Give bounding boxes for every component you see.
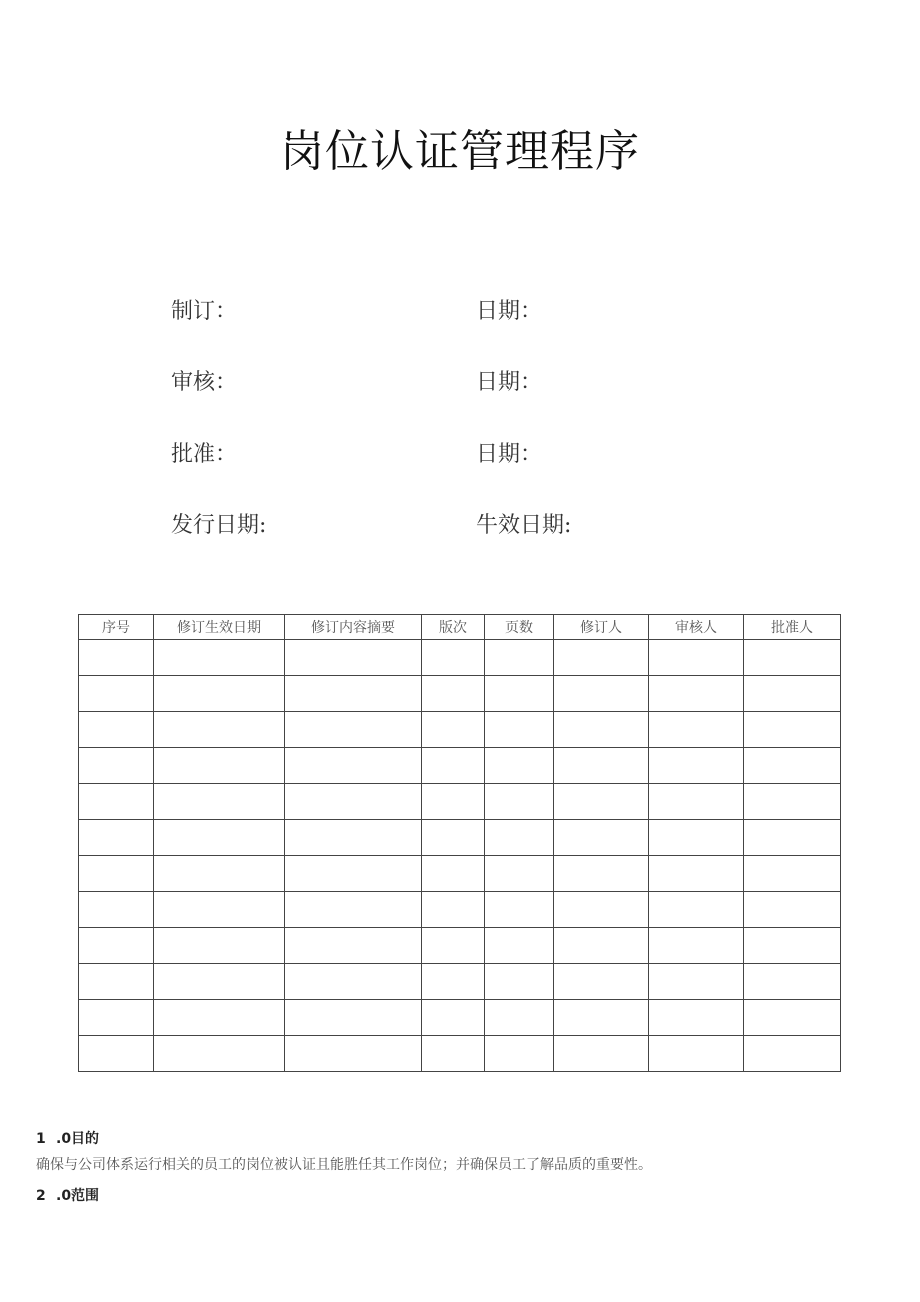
table-cell — [285, 1000, 422, 1036]
table-cell — [485, 784, 554, 820]
table-row — [79, 640, 841, 676]
table-row — [79, 1036, 841, 1072]
table-cell — [154, 856, 285, 892]
header-reviser: 修订人 — [554, 615, 649, 640]
table-cell — [285, 712, 422, 748]
table-cell — [744, 892, 841, 928]
table-cell — [154, 640, 285, 676]
table-cell — [485, 1036, 554, 1072]
table-cell — [422, 640, 485, 676]
header-revision-summary: 修订内容摘要 — [285, 615, 422, 640]
table-cell — [79, 892, 154, 928]
table-cell — [744, 820, 841, 856]
table-cell — [554, 1036, 649, 1072]
table-cell — [485, 964, 554, 1000]
table-cell — [285, 928, 422, 964]
table-row — [79, 964, 841, 1000]
table-cell — [154, 964, 285, 1000]
table-cell — [285, 784, 422, 820]
section-number: 2 — [36, 1188, 46, 1204]
table-cell — [649, 928, 744, 964]
table-cell — [744, 784, 841, 820]
table-cell — [422, 856, 485, 892]
table-cell — [154, 928, 285, 964]
table-cell — [744, 928, 841, 964]
table-cell — [649, 748, 744, 784]
review-label: 审核： — [171, 370, 238, 395]
table-body — [79, 640, 841, 1072]
table-row — [79, 892, 841, 928]
header-page-count: 页数 — [485, 615, 554, 640]
table-row — [79, 1000, 841, 1036]
header-reviewer: 审核人 — [649, 615, 744, 640]
table-cell — [422, 964, 485, 1000]
revision-history-table — [78, 614, 841, 1072]
header-effective-date: 修订生效日期 — [154, 615, 285, 640]
table-cell — [554, 784, 649, 820]
table-cell — [649, 820, 744, 856]
table-cell — [485, 820, 554, 856]
table-cell — [649, 784, 744, 820]
table-cell — [154, 748, 285, 784]
issue-date-label: 发行日期: — [171, 513, 267, 538]
table-cell — [79, 640, 154, 676]
table-cell — [554, 1000, 649, 1036]
table-cell — [744, 748, 841, 784]
table-cell — [79, 856, 154, 892]
approve-label: 批准： — [171, 442, 238, 467]
table-cell — [422, 820, 485, 856]
header-version: 版次 — [422, 615, 485, 640]
table-cell — [154, 1000, 285, 1036]
table-cell — [422, 1000, 485, 1036]
table-cell — [554, 856, 649, 892]
table-cell — [154, 820, 285, 856]
table-cell — [649, 856, 744, 892]
table-cell — [649, 676, 744, 712]
table-cell — [285, 640, 422, 676]
table-header-row — [79, 615, 841, 640]
table-row — [79, 820, 841, 856]
table-cell — [649, 892, 744, 928]
table-cell — [285, 892, 422, 928]
table-cell — [649, 1036, 744, 1072]
table-cell — [285, 676, 422, 712]
table-cell — [422, 928, 485, 964]
section-number: 1 — [36, 1131, 46, 1147]
table-cell — [79, 1000, 154, 1036]
table-cell — [485, 640, 554, 676]
table-cell — [649, 1000, 744, 1036]
approve-date-label: 日期： — [476, 442, 543, 467]
table-cell — [79, 964, 154, 1000]
section-title: .0范围 — [56, 1188, 100, 1204]
table-cell — [744, 676, 841, 712]
table-cell — [422, 1036, 485, 1072]
table-cell — [554, 640, 649, 676]
table-cell — [485, 712, 554, 748]
table-cell — [285, 856, 422, 892]
table-cell — [744, 964, 841, 1000]
table-row — [79, 748, 841, 784]
table-cell — [744, 1036, 841, 1072]
table-cell — [285, 1036, 422, 1072]
table-cell — [744, 640, 841, 676]
table-cell — [422, 712, 485, 748]
table-row — [79, 676, 841, 712]
review-date-label: 日期： — [476, 370, 543, 395]
table-cell — [744, 856, 841, 892]
document-title: 岗位认证管理程序 — [280, 126, 640, 177]
table-cell — [79, 676, 154, 712]
section-body-purpose: 确保与公司体系运行相关的员工的岗位被认证且能胜任其工作岗位；并确保员工了解品质的重要性。 — [36, 1157, 652, 1173]
table-cell — [79, 712, 154, 748]
table-cell — [79, 928, 154, 964]
table-cell — [154, 712, 285, 748]
table-cell — [649, 640, 744, 676]
table-cell — [79, 748, 154, 784]
table-cell — [79, 784, 154, 820]
draft-label: 制订： — [171, 299, 238, 324]
table-cell — [744, 712, 841, 748]
section-title: .0目的 — [56, 1131, 100, 1147]
table-row — [79, 712, 841, 748]
header-serial-no: 序号 — [79, 615, 154, 640]
table-cell — [154, 1036, 285, 1072]
table-cell — [554, 964, 649, 1000]
table-row — [79, 928, 841, 964]
table-cell — [285, 820, 422, 856]
table-cell — [154, 784, 285, 820]
table-cell — [485, 676, 554, 712]
draft-date-label: 日期： — [476, 299, 543, 324]
table-cell — [285, 964, 422, 1000]
table-cell — [554, 892, 649, 928]
table-row — [79, 784, 841, 820]
table-cell — [649, 964, 744, 1000]
table-cell — [554, 748, 649, 784]
section-heading-scope — [36, 1186, 99, 1206]
table-cell — [485, 856, 554, 892]
table-cell — [554, 712, 649, 748]
table-cell — [485, 892, 554, 928]
table-cell — [154, 892, 285, 928]
table-cell — [422, 784, 485, 820]
table-cell — [285, 748, 422, 784]
table-cell — [554, 820, 649, 856]
table-cell — [744, 1000, 841, 1036]
table-cell — [554, 928, 649, 964]
table-cell — [422, 748, 485, 784]
section-heading-purpose — [36, 1129, 99, 1149]
header-approver: 批准人 — [744, 615, 841, 640]
table-cell — [422, 892, 485, 928]
table-cell — [485, 928, 554, 964]
table-cell — [154, 676, 285, 712]
table-cell — [649, 712, 744, 748]
table-cell — [79, 1036, 154, 1072]
table-cell — [79, 820, 154, 856]
table-cell — [485, 748, 554, 784]
table-cell — [554, 676, 649, 712]
table-row — [79, 856, 841, 892]
table-cell — [485, 1000, 554, 1036]
table-cell — [422, 676, 485, 712]
effective-date-label: 牛效日期: — [476, 513, 572, 538]
